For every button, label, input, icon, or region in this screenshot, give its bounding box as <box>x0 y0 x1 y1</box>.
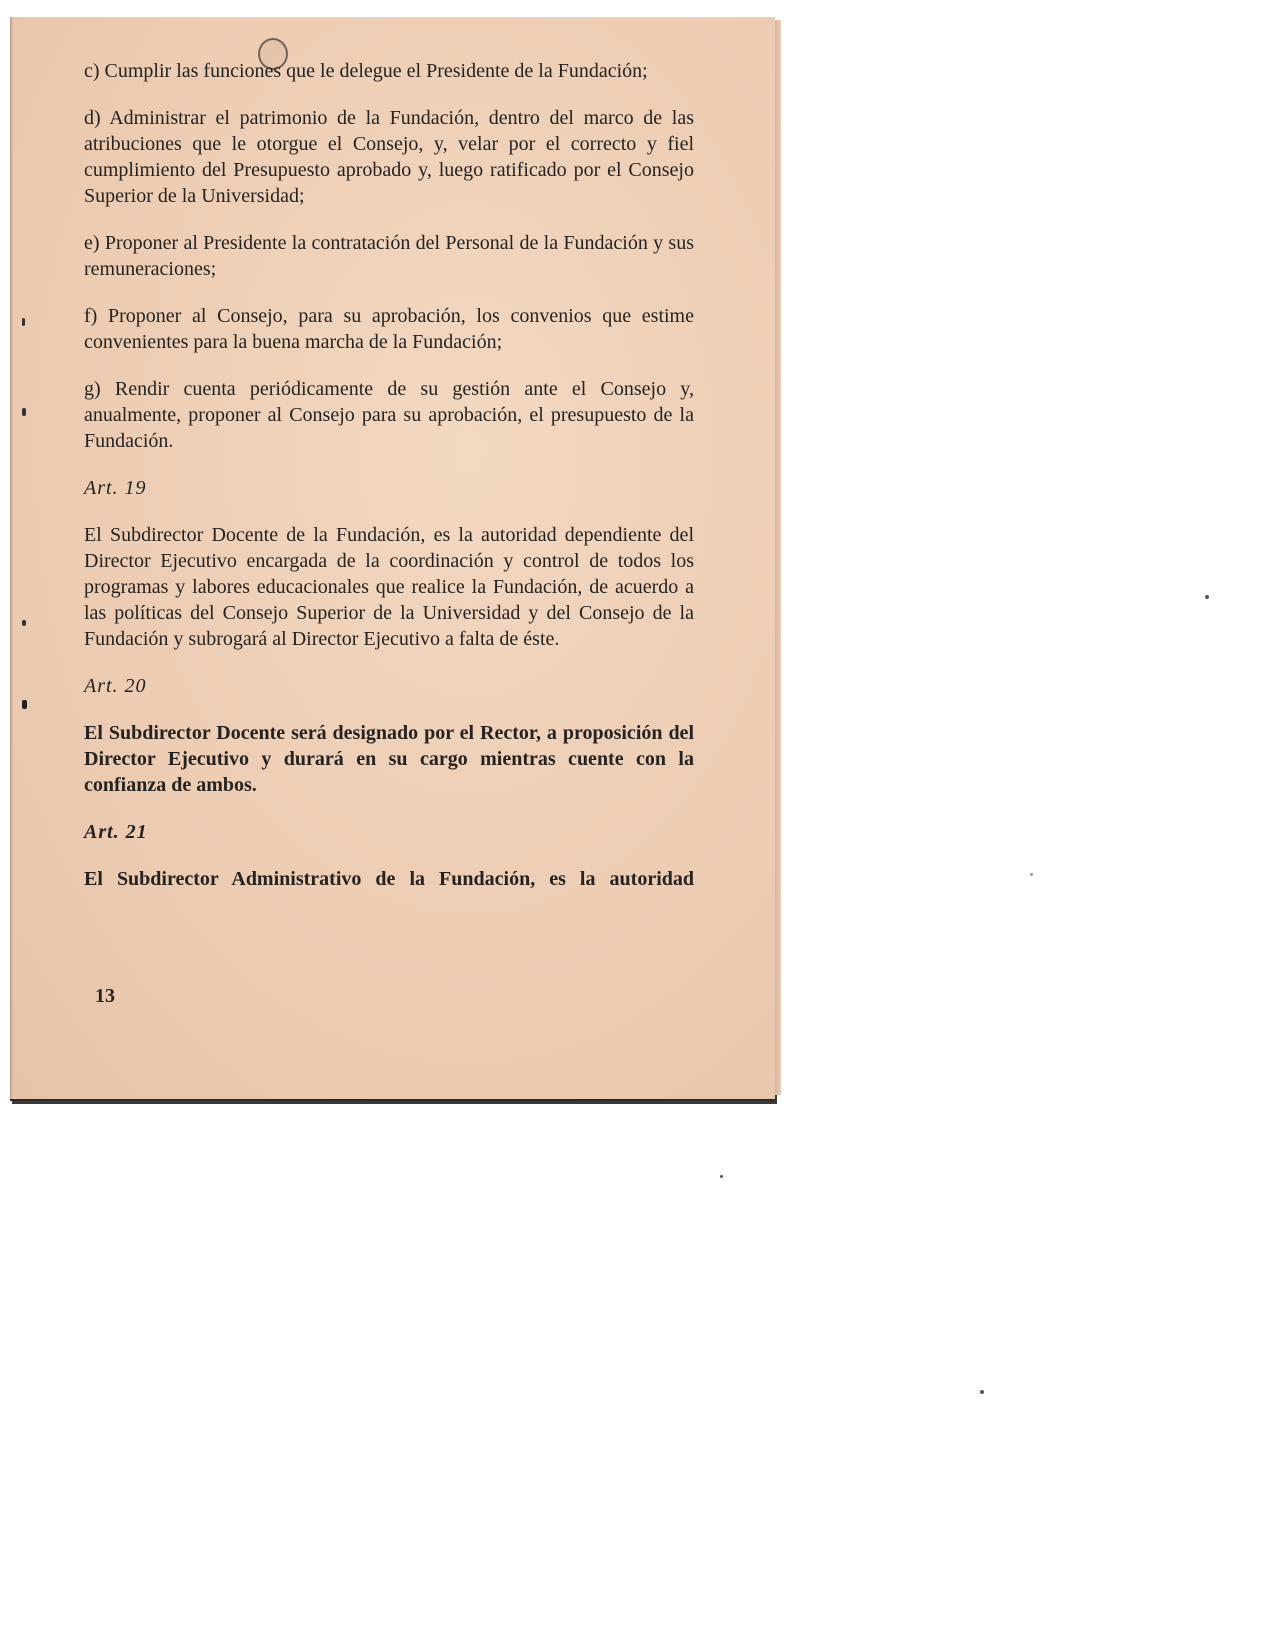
scan-speck <box>1205 595 1209 599</box>
paragraph-g: g) Rendir cuenta periódicamente de su gestión ante el Consejo y, anualmente, proponer al Consejo para su aprobación, el presupuesto de la Fundación. <box>84 378 694 452</box>
paragraph-d: d) Administrar el patrimonio de la Fundación, dentro del marco de las atribuciones que le otorgue el Consejo, y, velar por el correcto y fiel cumplimiento del Presupuesto aprobado y, luego ratificado por el Consejo Superior de la Universidad; <box>84 107 694 207</box>
page-number: 13 <box>95 985 115 1007</box>
article-20-text: El Subdirector Docente será designado por el Rector, a proposición del Director Ejecutivo y durará en su cargo mientras cuente con la confianza de ambos. <box>84 722 694 796</box>
page-body <box>84 58 694 913</box>
binding-mark <box>22 620 26 626</box>
scan-speck <box>980 1390 984 1394</box>
article-19-heading: Art. 19 <box>84 477 147 499</box>
page-edge <box>775 20 781 1095</box>
paragraph-f: f) Proponer al Consejo, para su aprobación, los convenios que estime convenientes para la buena marcha de la Fundación; <box>84 305 694 353</box>
page-spine <box>10 17 13 1099</box>
article-20-heading: Art. 20 <box>84 675 147 697</box>
paragraph-e: e) Proponer al Presidente la contratación del Personal de la Fundación y sus remuneraciones; <box>84 232 694 280</box>
article-21-heading: Art. 21 <box>84 821 148 843</box>
binding-mark <box>22 318 25 326</box>
binding-mark <box>22 408 26 416</box>
article-19-text: El Subdirector Docente de la Fundación, es la autoridad dependiente del Director Ejecutivo encargada de la coordinación y control de todos los programas y labores educacionales que realice la Fundación, de acuerdo a las políticas del Consejo Superior de la Universidad y del Consejo de la Fundación y subrogará al Director Ejecutivo a falta de éste. <box>84 524 694 650</box>
article-21-text: El Subdirector Administrativo de la Fundación, es la autoridad <box>84 868 694 890</box>
paragraph-c: c) Cumplir las funciones que le delegue el Presidente de la Fundación; <box>84 60 648 82</box>
scan-speck <box>1030 873 1033 876</box>
scan-speck <box>720 1175 723 1178</box>
binding-mark <box>22 700 27 709</box>
